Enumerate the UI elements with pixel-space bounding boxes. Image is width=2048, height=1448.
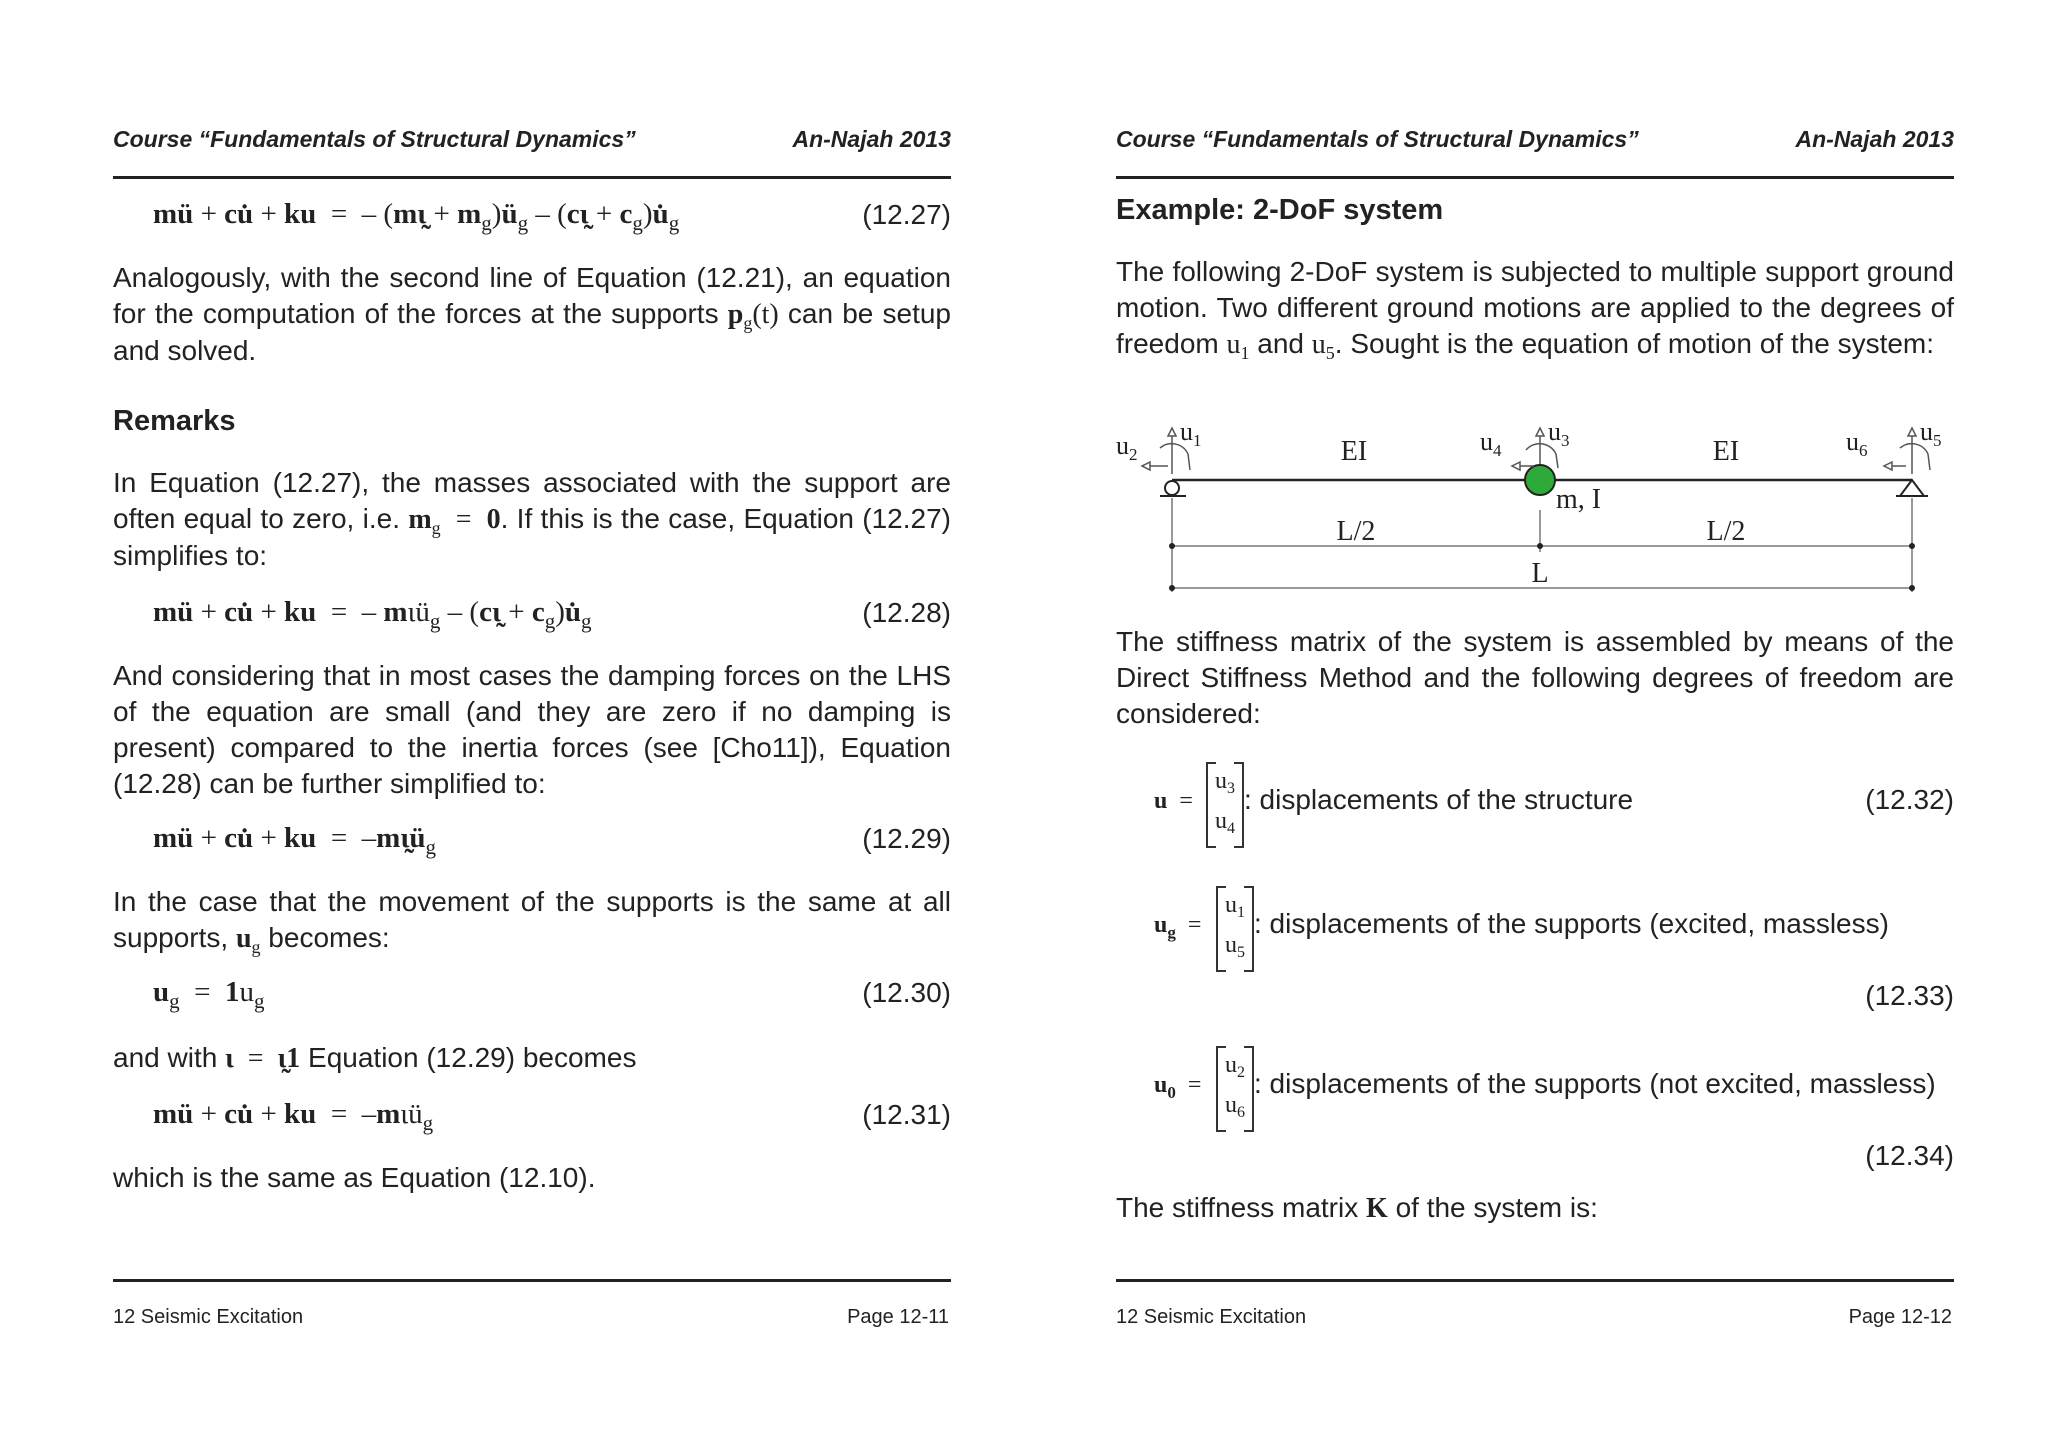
mass-node xyxy=(1525,465,1555,495)
paragraph-stiffness-matrix: The stiffness matrix K of the system is: xyxy=(1116,1192,1598,1224)
equation-number: (12.29) xyxy=(862,823,951,854)
pin-support-right xyxy=(1896,480,1928,496)
equation-12-28: mü + cu̇ + ku = – mιü$_g$ – (cι̰ + $c_g)u̇_g$ xyxy=(153,596,592,633)
dof-label-u6: $u_6$ xyxy=(1846,427,1868,460)
paragraph-and-with: and with ι = ι̰1 Equation (12.29) becomes xyxy=(113,1042,637,1074)
paragraph-stiffness-assembly: The stiffness matrix of the system is assembled by means of the Direct Stiffness Method and the following degrees of freedom are considered: xyxy=(1116,626,1954,729)
paragraph-intro: The following 2-DoF system is subjected to multiple support ground motion. Two different ground motions are applied to the degrees of freedom $u_1$ and $u_5$. Sought is the equation of motion of the system: xyxy=(1116,256,1954,363)
equation-12-33: $u_g$ = $u_1$ $u_5$ : displacements of the supports (excited, massless) xyxy=(1154,884,1954,976)
paragraph-analogously: Analogously, with the second line of Equation (12.21), an equation for the computation of the forces at the supports $p_g(t)$ can be setup and solved. xyxy=(113,262,952,366)
dof-label-u4: $u_4$ xyxy=(1480,427,1502,460)
header-rule xyxy=(1116,176,1954,179)
page-number: Page 12-11 xyxy=(847,1306,949,1328)
dof-label-u2: $u_2$ xyxy=(1116,431,1138,464)
page-number: Page 12-12 xyxy=(1848,1306,1952,1328)
matrix-bracket: $u_3$ $u_4$ xyxy=(1206,762,1244,848)
page-header xyxy=(113,126,951,156)
dof-label-u5: $u_5$ xyxy=(1920,417,1942,450)
equation-12-32: u = $u_3$ $u_4$ : displacements of the structure xyxy=(1154,760,1954,852)
footer-rule xyxy=(1116,1279,1954,1282)
equation-12-31: mü + cu̇ + ku = –mιü$_g$ xyxy=(153,1098,434,1135)
dof-label-u3: $u_3$ xyxy=(1548,417,1570,450)
section-heading-remarks: Remarks xyxy=(113,405,236,437)
equation-number: (12.34) xyxy=(1865,1140,1954,1171)
two-dof-beam-figure xyxy=(1116,414,1954,610)
institution-year: An-Najah 2013 xyxy=(792,126,951,152)
equation-12-34: $u_0$ = $u_2$ $u_6$ : displacements of the supports (not excited, massless) xyxy=(1154,1044,1954,1136)
equation-number: (12.31) xyxy=(862,1099,951,1130)
equation-description: : displacements of the supports (not excited, massless) xyxy=(1254,1068,1936,1099)
matrix-bracket: $u_2$ $u_6$ xyxy=(1216,1046,1254,1132)
dim-label-half-right: L/2 xyxy=(1706,516,1746,547)
mass-label: m, I xyxy=(1556,484,1602,515)
section-heading-example: Example: 2-DoF system xyxy=(1116,194,1444,226)
paragraph-same-movement: In the case that the movement of the supports is the same at all supports, $u_g$ becomes: xyxy=(113,886,951,957)
equation-number: (12.32) xyxy=(1865,784,1954,815)
ei-label-left: EI xyxy=(1340,436,1368,467)
chapter-label: 12 Seismic Excitation xyxy=(113,1306,304,1328)
ei-label-right: EI xyxy=(1712,436,1740,467)
paragraph-damping: And considering that in most cases the damping forces on the LHS of the equation are small (and they are zero if no damping is present) compared to the inertia forces (see [Cho11]), Equation (12.28) can be further simplified to: xyxy=(113,660,951,799)
equation-number: (12.28) xyxy=(862,597,951,628)
matrix-bracket: $u_1$ $u_5$ xyxy=(1216,886,1254,972)
chapter-label: 12 Seismic Excitation xyxy=(1116,1306,1307,1328)
paragraph-remarks: In Equation (12.27), the masses associated with the support are often equal to zero, i.e. $m_g = 0$. If this is the case, Equation (12.27) simplifies to: xyxy=(113,467,952,571)
equation-number: (12.30) xyxy=(862,977,951,1008)
dim-label-half-left: L/2 xyxy=(1336,516,1376,547)
left-page xyxy=(113,0,951,1448)
institution-year: An-Najah 2013 xyxy=(1795,126,1954,152)
equation-number: (12.33) xyxy=(1865,980,1954,1011)
equation-description: : displacements of the supports (excited, massless) xyxy=(1254,908,1889,939)
course-title: Course “Fundamentals of Structural Dynamics” xyxy=(113,126,636,152)
roller-support-left xyxy=(1160,481,1186,496)
equation-12-29: mü + cu̇ + ku = $-m\iota̰ü_g$ xyxy=(153,822,436,859)
course-title: Course “Fundamentals of Structural Dynamics” xyxy=(1116,126,1639,152)
dof-label-u1: $u_1$ xyxy=(1180,417,1202,450)
equation-description: : displacements of the structure xyxy=(1244,784,1634,815)
equation-number: (12.27) xyxy=(862,199,951,230)
right-page xyxy=(1116,0,1954,1448)
page-header xyxy=(1116,126,1954,156)
paragraph-same-as: which is the same as Equation (12.10). xyxy=(113,1162,596,1193)
equation-12-30: $u_g = 1u_g$ xyxy=(153,976,265,1013)
footer-rule xyxy=(113,1279,951,1282)
header-rule xyxy=(113,176,951,179)
equation-12-27: mü + cu̇ + ku = – (mι̰ + $m_g)ü_g$ – (cι̰ + $c_g)u̇_g$ xyxy=(153,198,680,235)
dim-label-total: L xyxy=(1531,558,1549,589)
